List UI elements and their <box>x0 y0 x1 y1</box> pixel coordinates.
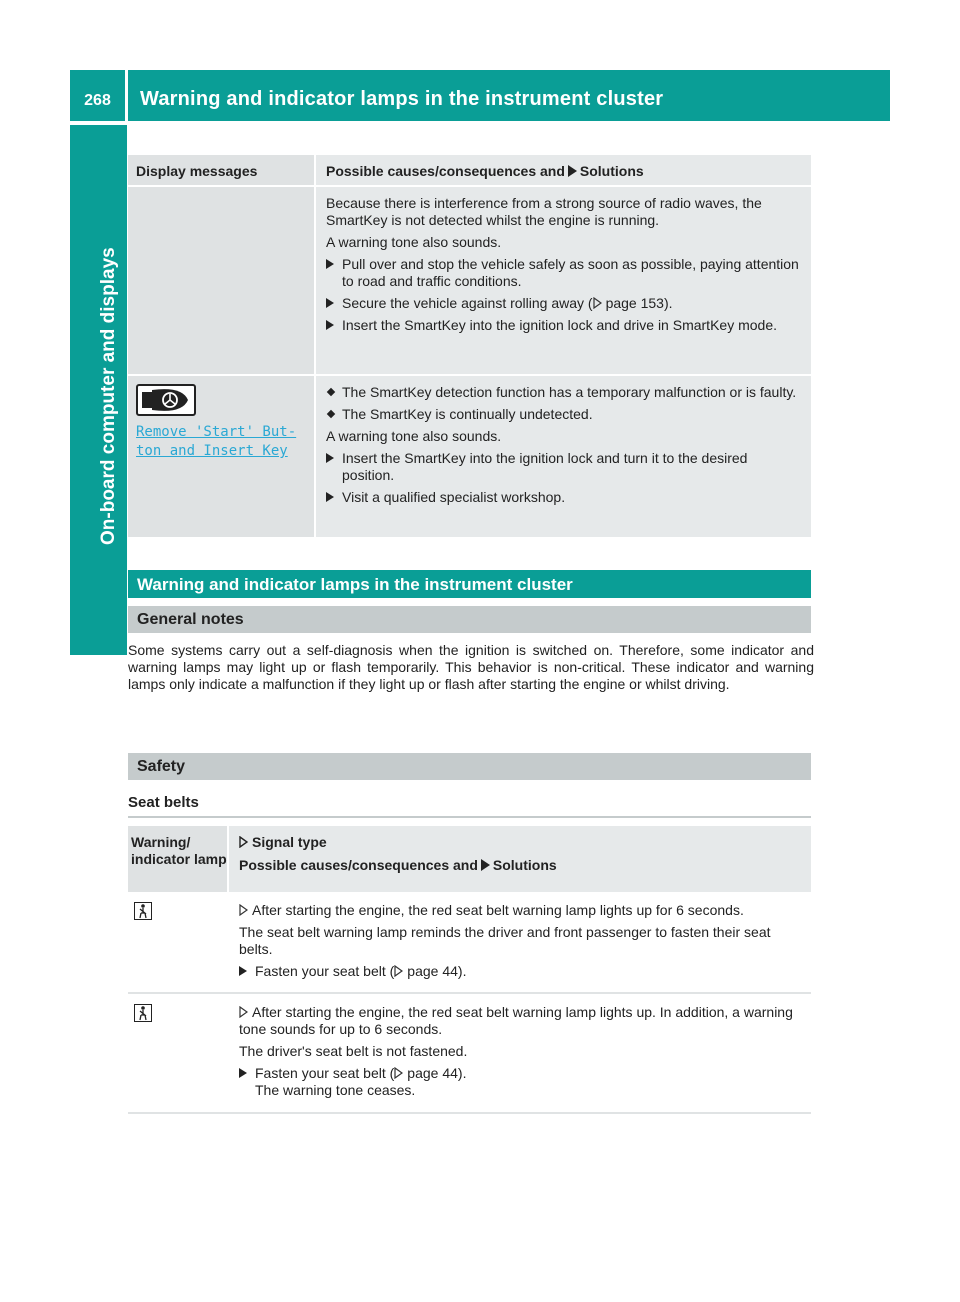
causes-cell <box>229 892 811 992</box>
page-ref-link[interactable]: page 153 <box>605 295 664 311</box>
arrow-icon <box>326 320 334 330</box>
causes-cell <box>316 376 811 537</box>
causes-cell <box>229 994 811 1112</box>
page-ref-link[interactable]: page 44 <box>407 963 458 979</box>
solution-step <box>326 317 803 334</box>
step-text: Visit a qualified specialist workshop. <box>342 489 566 505</box>
signal-type-text: Signal type <box>252 834 327 850</box>
cause-text: A warning tone also sounds. <box>326 234 502 250</box>
step-text: Fasten your seat belt ( <box>255 963 395 979</box>
safety-heading: Safety <box>128 753 811 780</box>
signal-icon <box>239 836 248 848</box>
header-signal-causes <box>229 826 811 892</box>
step-text-end: ). <box>663 295 673 311</box>
arrow-icon <box>481 859 490 871</box>
arrow-icon <box>326 298 334 308</box>
display-message-line: ton and Insert Key <box>136 443 288 459</box>
arrow-icon <box>568 165 577 177</box>
header-causes-text: Possible causes/consequences and <box>326 163 565 179</box>
display-messages-table <box>128 155 811 537</box>
divider <box>128 816 811 818</box>
step-text: Pull over and stop the vehicle safely as soon as possible, paying attention to road and traffic conditions. <box>342 256 799 289</box>
cause-text: The driver's seat belt is not fastened. <box>239 1043 468 1059</box>
display-cell-empty <box>128 187 314 374</box>
seat-belt-icon <box>134 902 152 920</box>
solution-step <box>326 256 803 290</box>
step-note: The warning tone ceases. <box>255 1082 416 1098</box>
general-notes-heading: General notes <box>128 606 811 633</box>
side-tab-label: On-board computer and displays <box>98 247 119 545</box>
seat-belt-table <box>128 826 811 1114</box>
bullet-text: The SmartKey detection function has a temporary malfunction or is faulty. <box>342 384 797 400</box>
seat-belts-title: Seat belts <box>128 794 199 811</box>
step-text-end: ). <box>457 1065 467 1081</box>
signal-text <box>239 1004 803 1038</box>
cause-bullet <box>326 384 803 401</box>
header-signal-type <box>239 834 811 851</box>
lamp-cell <box>128 892 227 992</box>
signal-icon <box>239 1006 248 1018</box>
table-header <box>128 155 811 185</box>
general-notes-text: Some systems carry out a self-diagnosis when the ignition is switched on. Therefore, some indicator and warning lamps may light up or flash temporarily. This behavior is non-critical. These indicator and warning lamps only indicate a malfunction if they light up or flash after starting the engine or whilst driving. <box>128 642 814 692</box>
signal-text <box>239 902 803 919</box>
step-text: Insert the SmartKey into the ignition lock and drive in SmartKey mode. <box>342 317 777 333</box>
step-text: Fasten your seat belt ( <box>255 1065 395 1081</box>
lamp-cell <box>128 994 227 1112</box>
key-icon <box>136 384 196 416</box>
arrow-icon <box>326 259 334 269</box>
cause-text: Because there is interference from a strong source of radio waves, the SmartKey is not detected whilst the engine is running. <box>326 195 762 228</box>
page-number: 268 <box>84 92 111 109</box>
step-text: Insert the SmartKey into the ignition lock and turn it to the desired position. <box>342 450 748 483</box>
display-message-line: Remove 'Start' But‐ <box>136 424 297 440</box>
page-title: Warning and indicator lamps in the instrument cluster <box>140 88 664 110</box>
table-row <box>128 187 811 374</box>
section-heading: Warning and indicator lamps in the instrument cluster <box>128 570 811 598</box>
arrow-icon <box>326 492 334 502</box>
header-solutions-text: Solutions <box>492 857 557 873</box>
header-divider <box>125 70 128 121</box>
header-warning-lamp: Warning/ indicator lamp <box>128 826 227 892</box>
solution-step <box>326 450 803 484</box>
header-display-messages: Display messages <box>128 155 314 185</box>
header-causes-text: Possible causes/consequences and <box>239 857 478 873</box>
signal-icon <box>239 904 248 916</box>
arrow-icon <box>326 453 334 463</box>
signal-desc: After starting the engine, the red seat belt warning lamp lights up. In addition, a warning tone sounds for up to 6 seconds. <box>239 1004 793 1037</box>
bullet-icon <box>327 410 335 418</box>
bullet-text: The SmartKey is continually undetected. <box>342 406 593 422</box>
seat-belt-icon <box>134 1004 152 1022</box>
header-causes <box>316 155 811 185</box>
solution-step <box>326 295 803 312</box>
bullet-icon <box>327 388 335 396</box>
header-causes <box>239 857 811 874</box>
page-ref-icon <box>394 1067 403 1079</box>
arrow-icon <box>239 1068 247 1078</box>
solution-step <box>326 489 803 506</box>
cause-text: A warning tone also sounds. <box>326 428 502 444</box>
table-row <box>128 892 811 994</box>
signal-desc: After starting the engine, the red seat belt warning lamp lights up for 6 seconds. <box>252 902 744 918</box>
page-ref-icon <box>394 965 403 977</box>
solution-step <box>239 1065 803 1099</box>
causes-cell <box>316 187 811 374</box>
display-cell <box>128 376 314 537</box>
header-solutions-text: Solutions <box>579 163 644 179</box>
solution-step <box>239 963 803 980</box>
step-text-end: ). <box>457 963 467 979</box>
page-ref-icon <box>593 297 602 309</box>
step-text: Secure the vehicle against rolling away ( <box>342 295 593 311</box>
page-ref-link[interactable]: page 44 <box>407 1065 458 1081</box>
table-row <box>128 994 811 1114</box>
arrow-icon <box>239 966 247 976</box>
cause-text: The seat belt warning lamp reminds the driver and front passenger to fasten their seat belts. <box>239 924 771 957</box>
table-header <box>128 826 811 892</box>
table-row <box>128 376 811 537</box>
cause-bullet <box>326 406 803 423</box>
